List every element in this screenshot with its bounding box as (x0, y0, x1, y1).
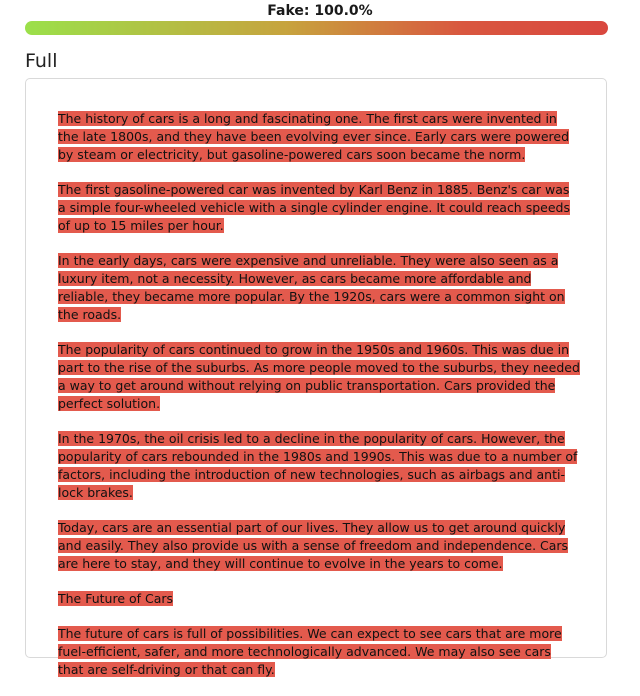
score-bar (25, 21, 608, 35)
paragraph (58, 181, 580, 235)
highlighted-text: The history of cars is a long and fascinating one. The first cars were invented in the late 1800s, and they have been evolving ever since. Early cars were powered by steam or electricity, but gasoline-powered cars soon became the norm. (58, 111, 570, 162)
highlighted-text: The Future of Cars (58, 591, 174, 606)
highlighted-text: In the 1970s, the oil crisis led to a decline in the popularity of cars. However, the popularity of cars rebounded in the 1980s and 1990s. This was due to a number of factors, including the introduction of new technologies, such as airbags and anti-lock brakes. (58, 431, 578, 500)
paragraph (58, 625, 580, 679)
paragraph (58, 252, 580, 324)
paragraph (58, 430, 580, 502)
text-content (58, 110, 580, 696)
paragraph (58, 519, 580, 573)
score-label: Fake: 100.0% (267, 3, 373, 19)
text-panel (25, 78, 607, 677)
highlighted-text: The first gasoline-powered car was invented by Karl Benz in 1885. Benz's car was a simple four-wheeled vehicle with a single cylinder engine. It could reach speeds of up to 15 miles per hour. (58, 182, 570, 233)
highlighted-text: The popularity of cars continued to grow in the 1950s and 1960s. This was due in part to the rise of the suburbs. As more people moved to the suburbs, they needed a way to get around without relying on public transportation. Cars provided the perfect solution. (58, 342, 580, 411)
score-bar-fill (25, 21, 608, 35)
paragraph (58, 110, 580, 164)
section-title: Full (25, 50, 58, 72)
highlighted-text: Today, cars are an essential part of our lives. They allow us to get around quickly and easily. They also provide us with a sense of freedom and independence. Cars are here to stay, and they will continue to evolve in the years to come. (58, 520, 569, 571)
highlighted-text: The future of cars is full of possibilities. We can expect to see cars that are more fuel-efficient, safer, and more technologically advanced. We may also see cars that are self-driving or that can fly. (58, 626, 562, 677)
highlighted-text: In the early days, cars were expensive and unreliable. They were also seen as a luxury item, not a necessity. However, as cars became more affordable and reliable, they became more popular. By the 1920s, cars were a common sight on the roads. (58, 253, 565, 322)
paragraph (58, 341, 580, 413)
subheading (58, 590, 580, 608)
